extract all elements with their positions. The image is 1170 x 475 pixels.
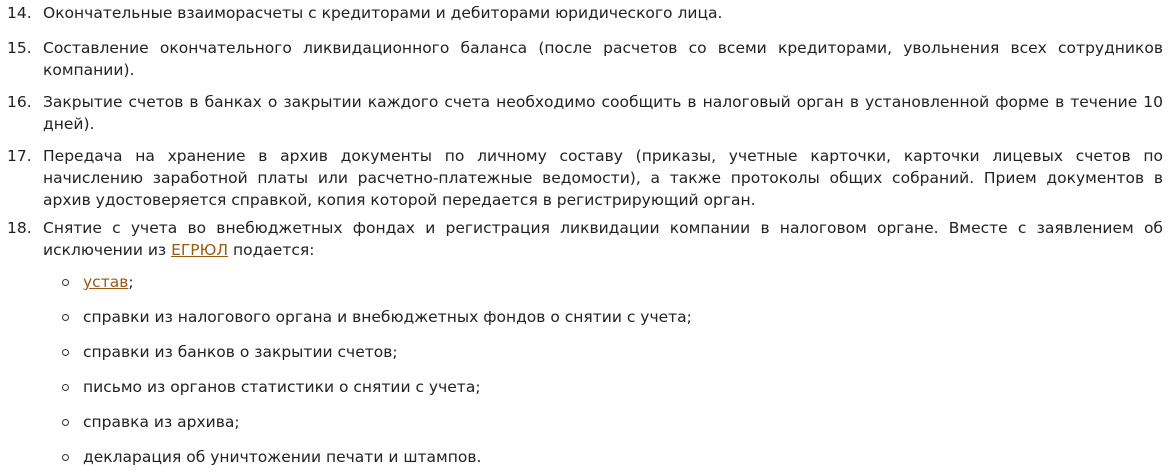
circle-bullet-icon	[62, 454, 69, 461]
item-text	[43, 145, 1163, 211]
item-number: 16.	[7, 93, 32, 111]
item-line: Окончательные взаиморасчеты с кредиторами и дебиторами юридического лица.	[43, 4, 723, 22]
sublist-item-text: декларация об уничтожении печати и штампов.	[83, 448, 482, 466]
item-line: Передача на хранение в архив документы по личному составу (приказы, учетные карточки, карточки лицевых счетов по	[43, 147, 1163, 165]
sublist-item-text: справки из налогового органа и внебюджетных фондов о снятии с учета;	[83, 308, 692, 326]
sublist-item-text: справки из банков о закрытии счетов;	[83, 343, 398, 361]
sublist-item-text: справка из архива;	[83, 413, 240, 431]
sublist-item-suffix: ;	[128, 273, 134, 291]
item-number: 15.	[7, 39, 32, 57]
item-number: 18.	[7, 219, 32, 237]
circle-bullet-icon	[62, 349, 69, 356]
item-line: архив удостоверяется справкой, копия которой передается в регистрирующий орган.	[43, 191, 756, 209]
sublist-item-text: письмо из органов статистики о снятии с учета;	[83, 378, 481, 396]
item-line: дней).	[43, 115, 95, 133]
item-line: Составление окончательного ликвидационного баланса (после расчетов со всеми кредиторами, увольнения всех сотрудников	[43, 39, 1163, 57]
item-text	[43, 91, 1163, 135]
item-number: 14.	[7, 4, 32, 22]
item-line: начислению заработной платы или расчетно-платежные ведомости), а также протоколы общих собраний. Прием документов в	[43, 169, 1163, 187]
circle-bullet-icon	[62, 384, 69, 391]
item-line: Закрытие счетов в банках о закрытии каждого счета необходимо сообщить в налоговый орган в установленной форме в течение 10	[43, 93, 1163, 111]
circle-bullet-icon	[62, 314, 69, 321]
ustav-link[interactable]: устав	[83, 273, 129, 291]
item-number: 17.	[7, 147, 32, 165]
circle-bullet-icon	[62, 419, 69, 426]
item-line: компании).	[43, 61, 135, 79]
circle-bullet-icon	[62, 279, 69, 286]
item-text	[43, 217, 1163, 261]
item-text-fragment: исключении из	[43, 241, 172, 259]
sublist-item-text	[83, 271, 134, 293]
egrul-link[interactable]: ЕГРЮЛ	[171, 241, 229, 259]
item-line	[43, 239, 1163, 261]
item-text-fragment: подается:	[228, 241, 315, 259]
item-line: Снятие с учета во внебюджетных фондах и регистрация ликвидации компании в налоговом органе. Вместе с заявлением об	[43, 219, 1163, 237]
item-text	[43, 2, 1163, 24]
item-text	[43, 37, 1163, 81]
